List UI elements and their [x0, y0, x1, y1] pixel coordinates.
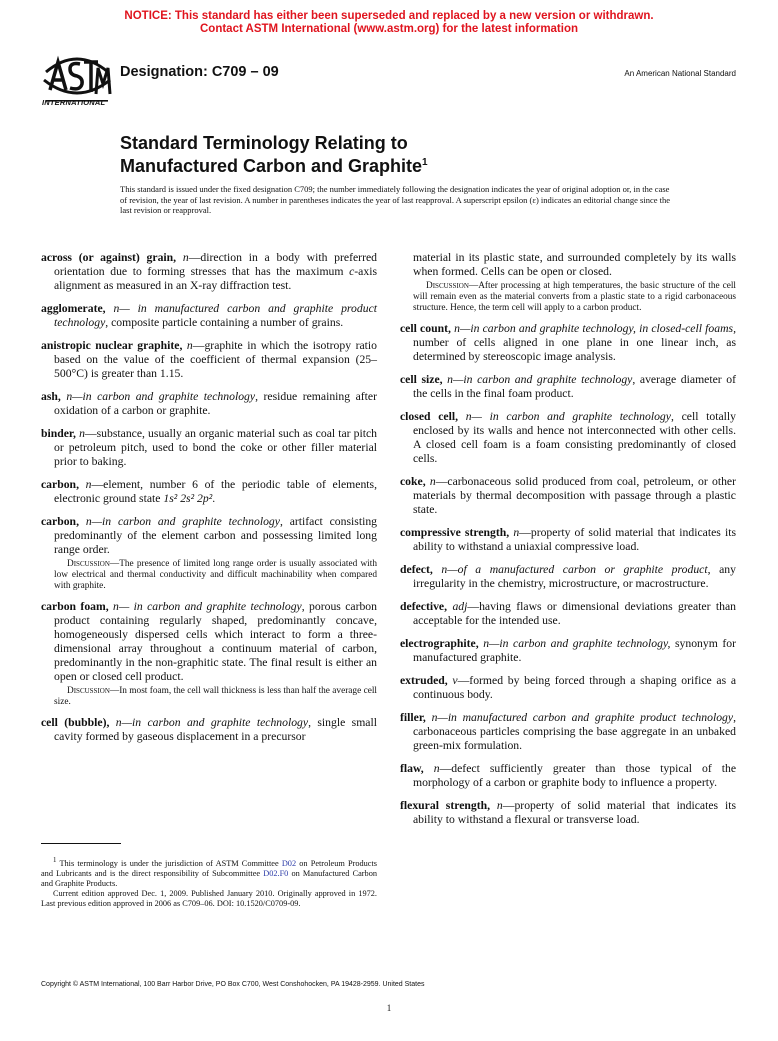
- part-of-speech: v: [452, 674, 458, 687]
- term: ash,: [41, 390, 61, 403]
- term: cell size,: [400, 373, 443, 386]
- definition: —property of solid material that indicates its ability to withstand a uniaxial compressive load.: [413, 526, 736, 553]
- footnote-para-1: [41, 856, 377, 889]
- term: carbon,: [41, 515, 79, 528]
- term-entry: [41, 716, 377, 744]
- term: extruded,: [400, 674, 448, 687]
- page-number: 1: [386, 1003, 392, 1013]
- notice-line-2: Contact ASTM International (www.astm.org) for the latest information: [199, 23, 579, 35]
- definition: —property of solid material that indicates its ability to withstand a flexural or transverse load.: [413, 799, 736, 826]
- term-entry: [400, 373, 736, 401]
- term-entry: [400, 600, 736, 628]
- definition: , composite particle containing a number of grains.: [105, 316, 344, 329]
- definition: —substance, usually an organic material such as coal tar pitch or petroleum pitch, used to bond the coke or other filler material prior to baking.: [54, 427, 378, 468]
- definition: , single small cavity formed by gaseous displacement in a precursor: [54, 716, 377, 743]
- term-entry: [400, 674, 736, 702]
- term-entry: [41, 515, 377, 557]
- context: —in carbon and graphite technology, in closed-cell foams,: [459, 322, 737, 335]
- definition: —element, number 6 of the periodic table of elements, electronic ground state: [54, 478, 378, 505]
- definition: synonym for manufactured graphite.: [413, 637, 736, 664]
- term: flexural strength,: [400, 799, 491, 812]
- term: binder,: [41, 427, 76, 440]
- term-entry: [400, 637, 736, 665]
- footnote-marker: 1: [53, 857, 57, 864]
- part-of-speech: n: [115, 716, 122, 729]
- definition: , any irregularity in the chemistry, microstructure, or macrostructure.: [413, 563, 736, 590]
- term-entry: [400, 762, 736, 790]
- context: —in carbon and graphite technology: [453, 373, 633, 386]
- term-entry: [400, 711, 736, 753]
- context: — in carbon and graphite technology: [471, 410, 671, 423]
- term-entry: [41, 339, 377, 381]
- term-entry: [41, 251, 377, 293]
- term-entry: [41, 427, 377, 469]
- footnote-text: This terminology is under the jurisdiction of ASTM Committee: [56, 858, 282, 868]
- term: across (or against) grain,: [41, 251, 177, 264]
- definition: —having flaws or dimensional deviations greater than acceptable for the intended use.: [413, 600, 736, 627]
- definition: —formed by being forced through a shaping orifice as a continuous body.: [413, 674, 737, 701]
- part-of-speech: n: [182, 251, 189, 264]
- context: —in manufactured carbon and graphite product technology: [437, 711, 734, 724]
- term: closed cell,: [400, 410, 458, 423]
- part-of-speech: n: [483, 637, 490, 650]
- term: filler,: [400, 711, 426, 724]
- footnote: [41, 856, 377, 909]
- part-of-speech: n: [113, 600, 119, 613]
- term: defective,: [400, 600, 448, 613]
- part-of-speech: n: [79, 427, 85, 440]
- context: —in carbon and graphite technology: [121, 716, 309, 729]
- withdrawn-notice: [0, 10, 778, 36]
- term: compressive strength,: [400, 526, 510, 539]
- term-entry: [41, 478, 377, 506]
- part-of-speech: n: [441, 563, 448, 576]
- footnote-divider: [41, 843, 121, 844]
- preamble: This standard is issued under the fixed designation C709; the number immediately following the designation indicates the year of original adoption or, in the case of revision, the year of last revision. A number in parentheses indicates the year of last reapproval. A superscript epsilon (ε) indicates an editorial change since the last revision or reapproval.: [120, 184, 670, 215]
- subcommittee-link[interactable]: D02.F0: [263, 868, 289, 878]
- logo-wordmark: INTERNATIONAL: [42, 98, 106, 107]
- term: electrographite,: [400, 637, 479, 650]
- discussion-note: [41, 686, 377, 708]
- definition: , carbonaceous particles comprising the base aggregate in an unbaked green-mix formulation.: [413, 711, 737, 752]
- footnote-para-2: Current edition approved Dec. 1, 2009. Published January 2010. Originally approved in 1972. Last previous edition approved in 2006 as C709–06. DOI: 10.1520/C0709-09.: [41, 888, 377, 908]
- discussion-text: —The presence of limited long range order is usually associated with low electrical and thermal conductivity and difficult machinability when compared with graphite.: [54, 559, 377, 591]
- document-title: [120, 133, 428, 176]
- term-entry: [41, 302, 377, 330]
- part-of-speech: n: [465, 410, 472, 423]
- part-of-speech: n: [429, 475, 436, 488]
- context: —in carbon and graphite technology,: [489, 637, 671, 650]
- left-column: [41, 251, 377, 753]
- discussion-text: —In most foam, the cell wall thickness is less than half the average cell size.: [54, 686, 377, 707]
- part-of-speech: n: [433, 762, 440, 775]
- definition-italic: c: [349, 265, 355, 278]
- part-of-speech: n: [447, 373, 453, 386]
- notice-line-1: NOTICE: This standard has either been superseded and replaced by a new version or withdrawn.: [124, 10, 654, 22]
- electron-configuration: 1s² 2s² 2p²: [163, 492, 213, 505]
- definition: , cell totally enclosed by its walls and hence not interconnected with other cells. A closed cell foam is a foam consisting predominantly of closed cells.: [413, 410, 736, 465]
- title-footnote-ref[interactable]: 1: [422, 157, 428, 168]
- term: flaw,: [400, 762, 424, 775]
- part-of-speech: n: [513, 526, 520, 539]
- term: carbon foam,: [41, 600, 109, 613]
- term: cell (bubble),: [41, 716, 110, 729]
- term-entry: [400, 322, 736, 364]
- definition: , artifact consisting predominantly of the element carbon and possessing limited long range order.: [54, 515, 378, 556]
- discussion-note: [400, 281, 736, 314]
- discussion-label: Discussion: [426, 281, 469, 291]
- definition: , residue remaining after oxidation of a carbon or graphite.: [54, 390, 377, 417]
- title-line-2-text: Manufactured Carbon and Graphite: [120, 156, 423, 176]
- term-entry: [400, 563, 736, 591]
- term-entry: [400, 475, 736, 517]
- discussion-label: Discussion: [67, 686, 110, 696]
- part-of-speech: adj: [452, 600, 468, 613]
- definition: —graphite in which the isotropy ratio based on the value of the coefficient of thermal expansion (25–500°C) is greater than 1.15.: [54, 339, 378, 380]
- footnote-text: on Manufactured Carbon and Graphite Products.: [41, 868, 377, 888]
- part-of-speech: n: [431, 711, 438, 724]
- context: — in manufactured carbon and graphite product technology: [54, 302, 378, 329]
- term-entry-continuation: material in its plastic state, and surrounded completely by its walls when formed. Cells can be open or closed.: [413, 251, 736, 278]
- part-of-speech: n: [66, 390, 73, 403]
- definition: number of cells aligned in one plane in one linear inch, as determined by stereoscopic image analysis.: [413, 336, 736, 363]
- national-standard-label: An American National Standard: [624, 69, 736, 78]
- footnote-text: on Petroleum Products and Lubricants and is the direct responsibility of Subcommittee: [41, 858, 377, 878]
- definition: , porous carbon product containing regularly shaped, predominantly concave, homogeneously dispersed cells which interact to form a three-dimensional array throughout a continuum material of carbon, predominantly in the non-graphitic state. The final result is either an open or closed cell product.: [54, 600, 377, 683]
- designation: Designation: C709 – 09: [120, 64, 279, 80]
- term: coke,: [400, 475, 426, 488]
- term: carbon,: [41, 478, 79, 491]
- term: defect,: [400, 563, 433, 576]
- context: —in carbon and graphite technology: [91, 515, 280, 528]
- committee-link[interactable]: D02: [281, 858, 297, 868]
- definition: —defect sufficiently greater than those typical of the morphology of a carbon or graphite body to influence a property.: [413, 762, 737, 789]
- context: — in carbon and graphite technology: [118, 600, 302, 613]
- context: —of a manufactured carbon or graphite product: [447, 563, 708, 576]
- part-of-speech: n: [85, 515, 92, 528]
- part-of-speech: n: [113, 302, 120, 315]
- discussion-text: —After processing at high temperatures, the basic structure of the cell will remain even as the material converts from a plastic state to a rigid carbonaceous structure. Hence, the term cell will apply to a carbon product.: [413, 281, 736, 313]
- term: cell count,: [400, 322, 451, 335]
- term-entry: [400, 799, 736, 827]
- term-entry: [41, 390, 377, 418]
- term-entry: [400, 526, 736, 554]
- definition: —carbonaceous solid produced from coal, petroleum, or other materials by thermal decomposition with passage through a plastic state.: [413, 475, 736, 516]
- part-of-speech: n: [85, 478, 92, 491]
- term-entry: [41, 600, 377, 684]
- discussion-note: [41, 559, 377, 592]
- title-line-1: Standard Terminology Relating to: [120, 133, 408, 153]
- context: —in carbon and graphite technology: [72, 390, 256, 403]
- definition: , average diameter of the cells in the final foam product.: [413, 373, 737, 400]
- part-of-speech: n: [186, 339, 193, 352]
- definition: —direction in a body with preferred orientation due to forming stresses that has the maximum: [54, 251, 377, 278]
- part-of-speech: n: [454, 322, 460, 335]
- discussion-label: Discussion: [67, 559, 110, 569]
- term-entry: [400, 410, 736, 466]
- copyright: Copyright © ASTM International, 100 Barr Harbor Drive, PO Box C700, West Conshohocken, PA 19428-2959. United States: [41, 981, 425, 988]
- right-column: [400, 251, 736, 836]
- title-line-2: [120, 153, 428, 176]
- definition-cont: -axis alignment as measured in an X-ray diffraction test.: [54, 265, 377, 292]
- definition-end: .: [212, 492, 216, 505]
- term: anistropic nuclear graphite,: [41, 339, 183, 352]
- term: agglomerate,: [41, 302, 106, 315]
- part-of-speech: n: [496, 799, 503, 812]
